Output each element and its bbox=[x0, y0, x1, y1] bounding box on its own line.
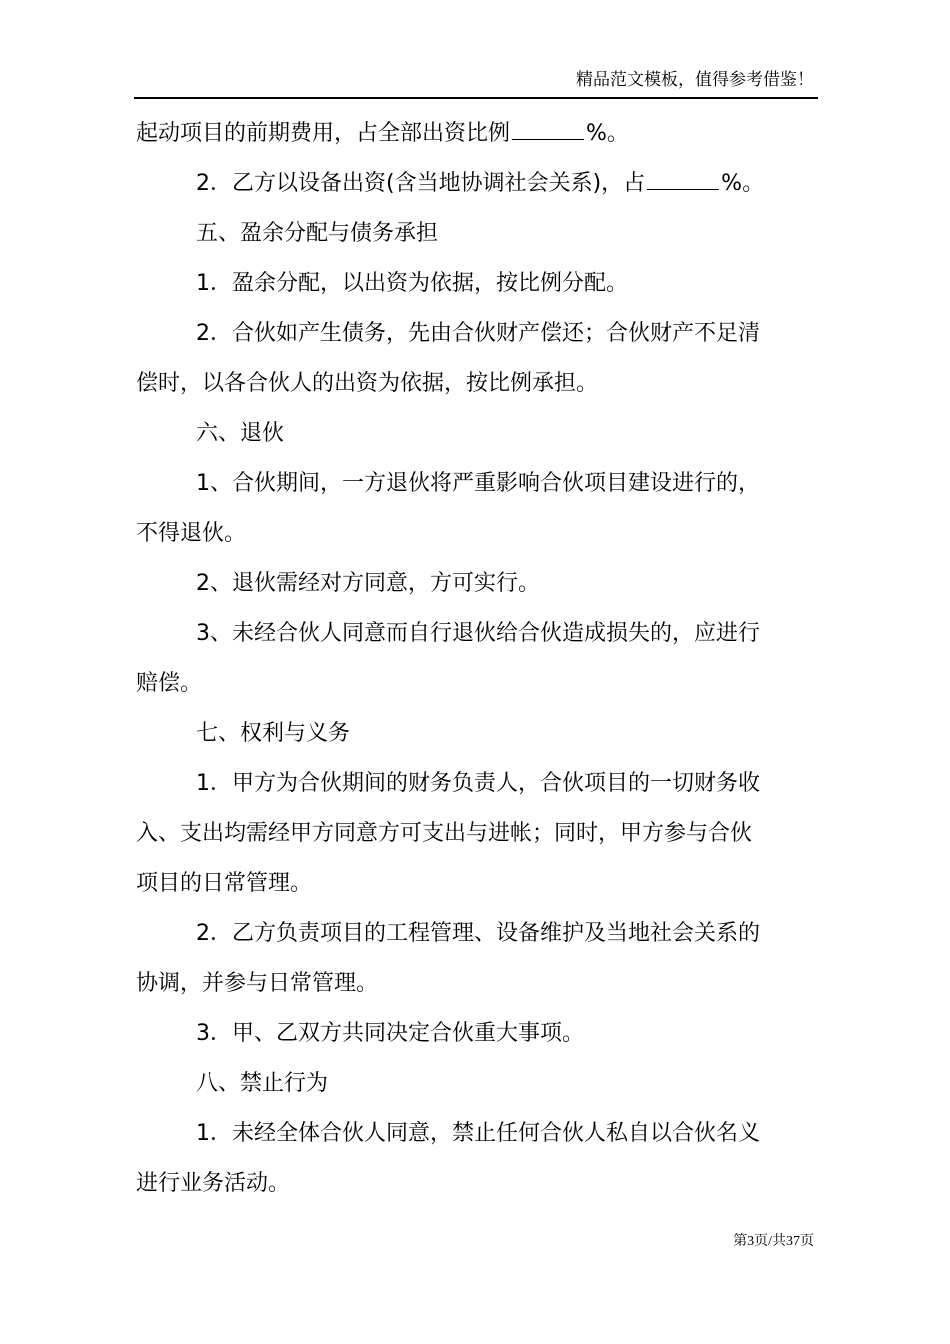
body-line: 1．甲方为合伙期间的财务负责人，合伙项目的一切财务收 bbox=[196, 771, 760, 796]
body-line: 3．甲、乙双方共同决定合伙重大事项。 bbox=[196, 1021, 584, 1046]
body-text: 2．乙方以设备出资(含当地协调社会关系)，占 bbox=[196, 171, 646, 196]
body-line bbox=[136, 159, 818, 209]
section-heading: 六、退伙 bbox=[196, 421, 285, 446]
body-line: 偿时，以各合伙人的出资为依据，按比例承担。 bbox=[136, 371, 599, 396]
body-text: %。 bbox=[721, 171, 765, 196]
body-text: %。 bbox=[586, 121, 629, 146]
body-line: 协调，并参与日常管理。 bbox=[136, 971, 379, 996]
section-heading: 五、盈余分配与债务承担 bbox=[196, 221, 439, 246]
body-line: 2、退伙需经对方同意，方可实行。 bbox=[196, 571, 540, 596]
body-line: 入、支出均需经甲方同意方可支出与进帐；同时，甲方参与合伙 bbox=[136, 821, 753, 846]
document-body bbox=[136, 109, 818, 1209]
page-number-footer: 第3页/共37页 bbox=[733, 1234, 814, 1249]
body-line: 1．盈余分配，以出资为依据，按比例分配。 bbox=[196, 271, 628, 296]
fill-in-blank bbox=[512, 119, 584, 140]
body-line: 2．合伙如产生债务，先由合伙财产偿还；合伙财产不足清 bbox=[196, 321, 760, 346]
body-text: 起动项目的前期费用，占全部出资比例 bbox=[136, 121, 511, 146]
page-header-text: 精品范文模板，值得参考借鉴！ bbox=[576, 70, 814, 90]
body-line: 3、未经合伙人同意而自行退伙给合伙造成损失的，应进行 bbox=[196, 621, 760, 646]
header-divider bbox=[134, 97, 818, 99]
body-line bbox=[136, 109, 818, 159]
body-line: 项目的日常管理。 bbox=[136, 871, 313, 896]
body-line: 1．未经全体合伙人同意，禁止任何合伙人私自以合伙名义 bbox=[196, 1121, 760, 1146]
body-line: 赔偿。 bbox=[136, 671, 203, 696]
body-line: 进行业务活动。 bbox=[136, 1171, 291, 1196]
section-heading: 八、禁止行为 bbox=[196, 1071, 329, 1096]
body-line: 1、合伙期间，一方退伙将严重影响合伙项目建设进行的， bbox=[196, 471, 760, 496]
section-heading: 七、权利与义务 bbox=[196, 721, 351, 746]
fill-in-blank bbox=[647, 169, 719, 190]
body-line: 不得退伙。 bbox=[136, 521, 247, 546]
body-line: 2．乙方负责项目的工程管理、设备维护及当地社会关系的 bbox=[196, 921, 760, 946]
